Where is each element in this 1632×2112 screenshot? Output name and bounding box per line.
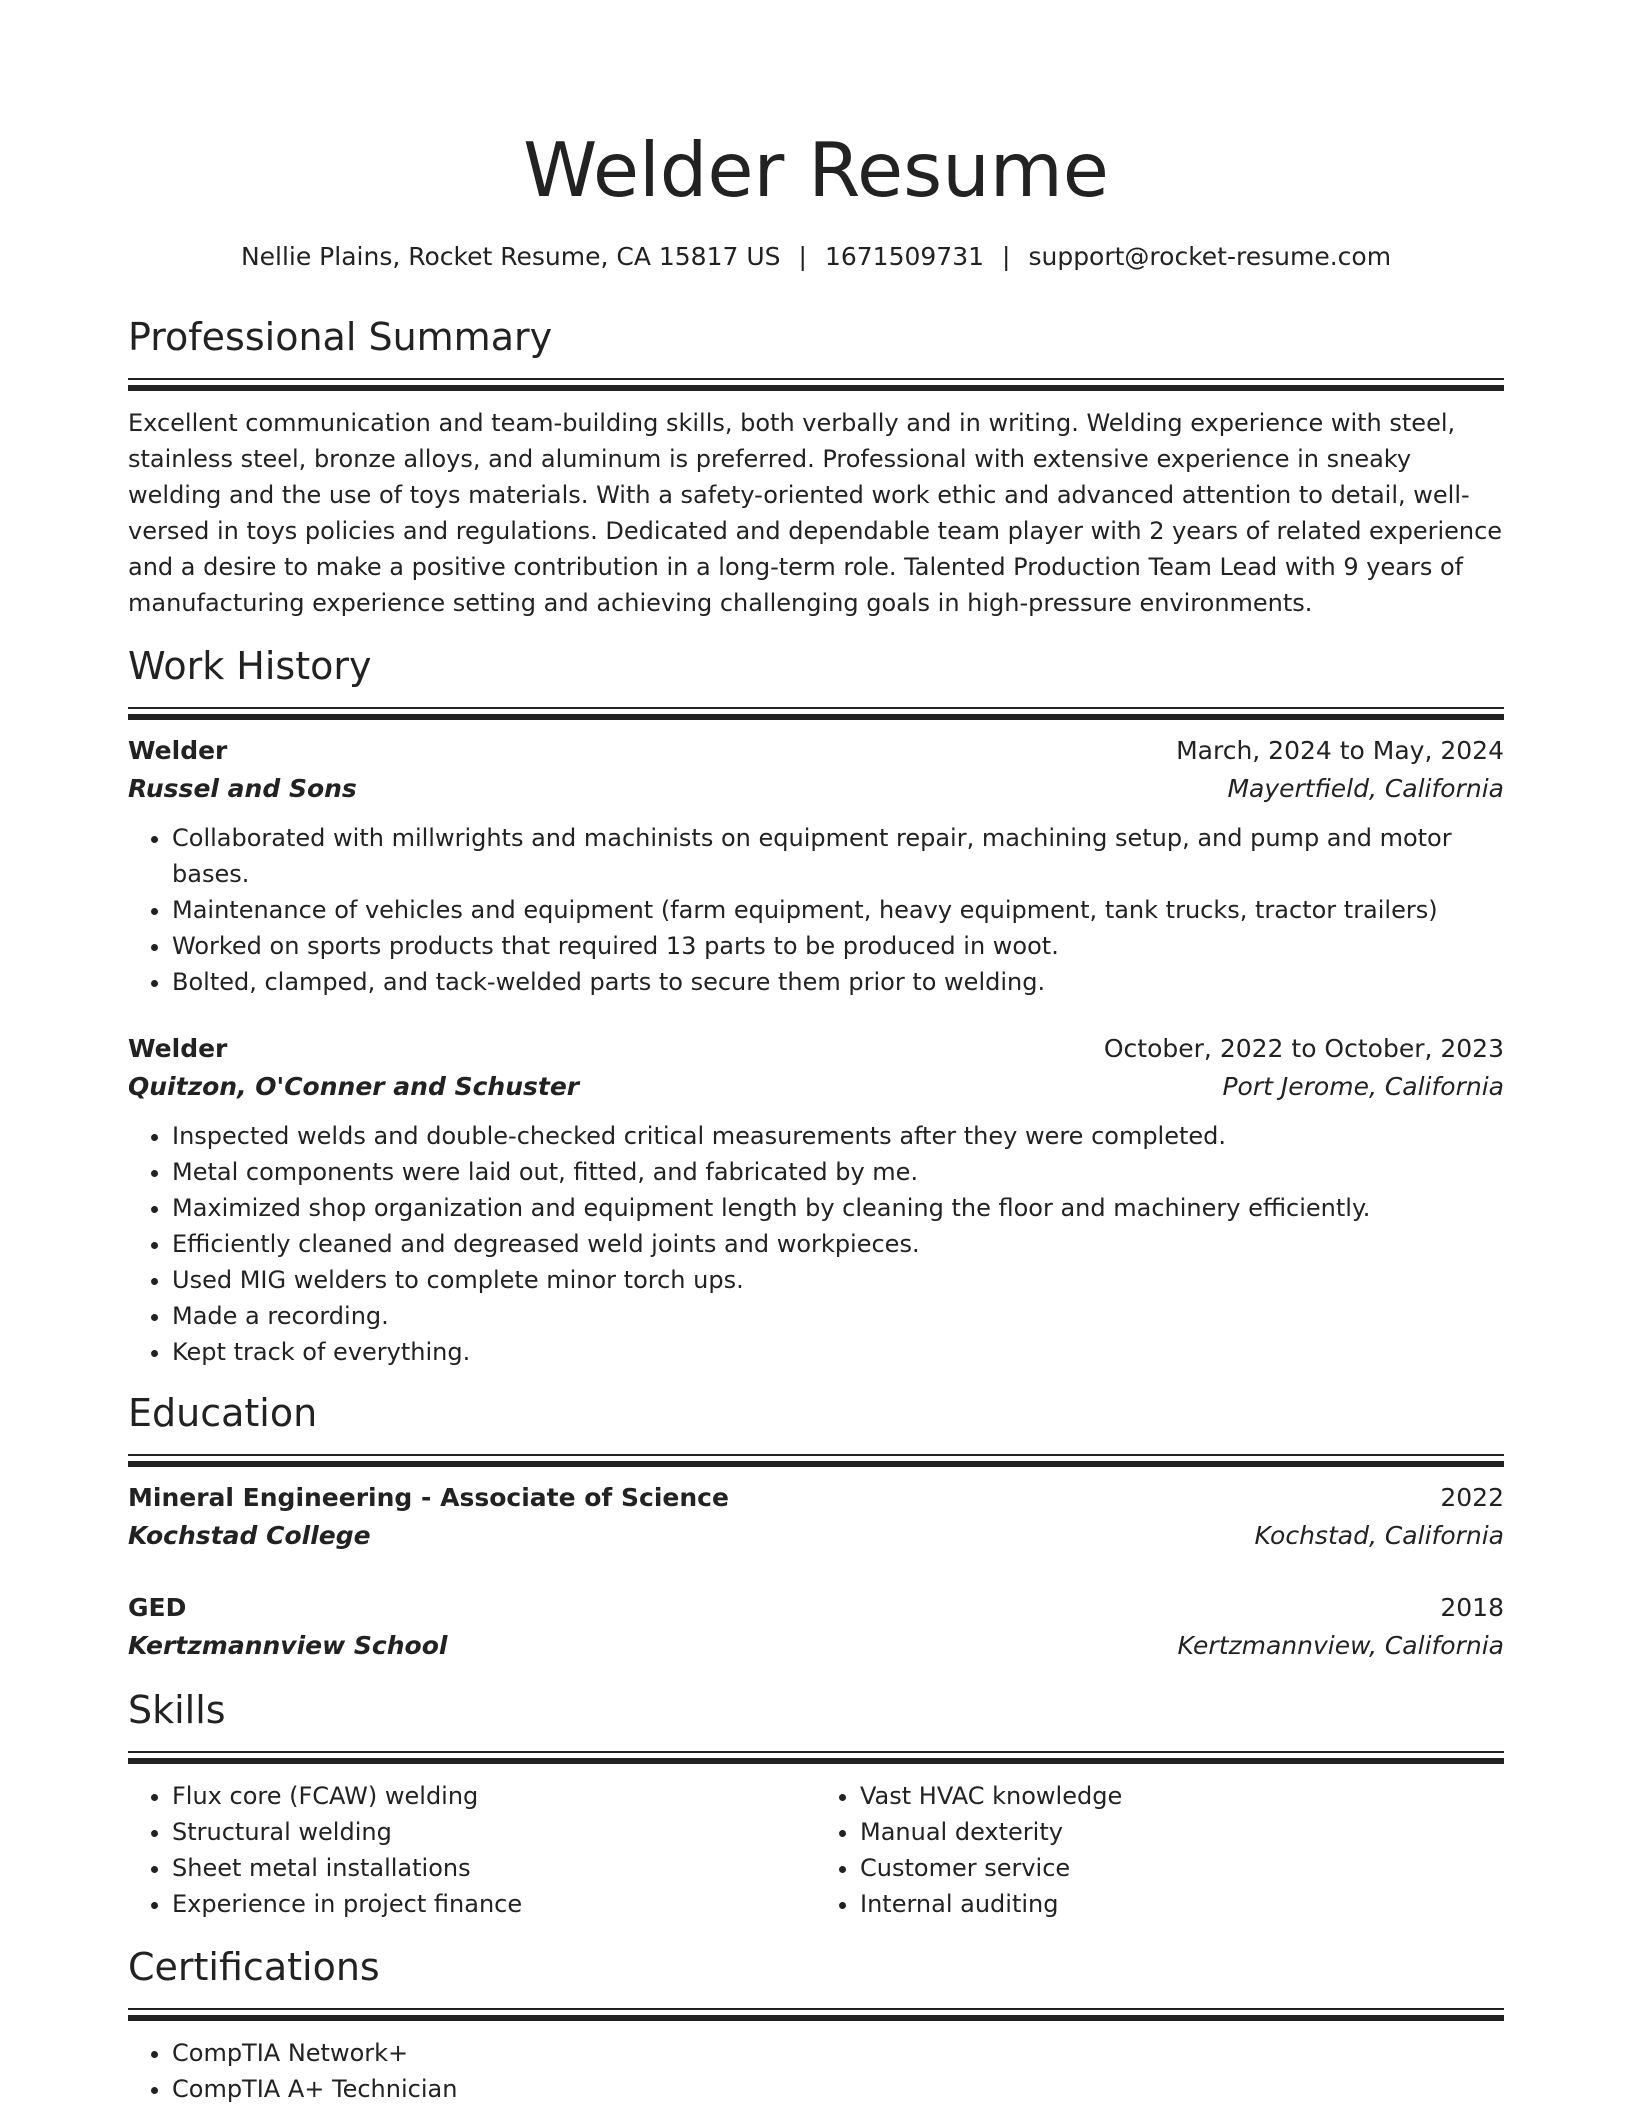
- section-heading-skills: Skills: [128, 1688, 226, 1732]
- skill-item: • Manual dexterity: [860, 1814, 1504, 1850]
- section-rule: [128, 2008, 1504, 2021]
- job-bullet: • Metal components were laid out, fitted, and fabricated by me.: [172, 1154, 1504, 1190]
- job-bullet: • Maintenance of vehicles and equipment (farm equipment, heavy equipment, tank trucks, tractor trailers): [172, 892, 1504, 928]
- education-location: Kochstad, California: [1254, 1521, 1504, 1550]
- section-heading-summary: Professional Summary: [128, 315, 553, 359]
- job-bullet: • Collaborated with millwrights and machinists on equipment repair, machining setup, and pump and motor bases.: [172, 820, 1504, 892]
- job-bullet: • Inspected welds and double-checked critical measurements after they were completed.: [172, 1118, 1504, 1154]
- skill-item: • Experience in project finance: [172, 1886, 816, 1922]
- education-year: 2022: [1440, 1483, 1504, 1512]
- job-bullet: • Made a recording.: [172, 1298, 1504, 1334]
- contact-separator: |: [1002, 242, 1011, 271]
- skill-item: • Flux core (FCAW) welding: [172, 1778, 816, 1814]
- education-entry: [128, 1479, 1504, 1555]
- certification-item: • CompTIA A+ Technician: [172, 2071, 1504, 2107]
- education-degree: Mineral Engineering - Associate of Science: [128, 1483, 729, 1512]
- education-degree: GED: [128, 1593, 187, 1622]
- certification-item: • CompTIA Network+: [172, 2035, 1504, 2071]
- skill-item: • Internal auditing: [860, 1886, 1504, 1922]
- skills-columns: [128, 1778, 1504, 1922]
- skills-list-left: [128, 1778, 816, 1922]
- summary-section: [128, 312, 1504, 621]
- skills-list-right: [816, 1778, 1504, 1922]
- contact-address: Nellie Plains, Rocket Resume, CA 15817 US: [240, 242, 781, 271]
- job-bullet: • Kept track of everything.: [172, 1334, 1504, 1370]
- job-bullet: • Maximized shop organization and equipment length by cleaning the floor and machinery efficiently.: [172, 1190, 1504, 1226]
- education-school: Kochstad College: [128, 1521, 371, 1550]
- contact-phone: 1671509731: [824, 242, 985, 271]
- section-heading-certifications: Certifications: [128, 1945, 380, 1989]
- job-title: Welder: [128, 736, 228, 765]
- resume-title: Welder Resume: [523, 126, 1109, 214]
- job-location: Port Jerome, California: [1222, 1072, 1504, 1101]
- job-bullet: • Used MIG welders to complete minor torch ups.: [172, 1262, 1504, 1298]
- job-bullets: [128, 1118, 1504, 1370]
- skill-item: • Sheet metal installations: [172, 1850, 816, 1886]
- skill-item: • Vast HVAC knowledge: [860, 1778, 1504, 1814]
- job-bullets: [128, 820, 1504, 1000]
- education-entry: [128, 1589, 1504, 1665]
- section-heading-education: Education: [128, 1391, 318, 1435]
- contact-email[interactable]: support@rocket-resume.com: [1028, 242, 1392, 271]
- skill-item: • Structural welding: [172, 1814, 816, 1850]
- job-dates: October, 2022 to October, 2023: [1103, 1034, 1504, 1063]
- work-history-section: [128, 641, 1504, 1370]
- section-heading-work-history: Work History: [128, 644, 372, 688]
- skills-section: [128, 1685, 1504, 1922]
- job-dates: March, 2024 to May, 2024: [1176, 736, 1504, 765]
- summary-text: Excellent communication and team-building skills, both verbally and in writing. Welding experience with steel, stainless steel, bronze alloys, and aluminum is preferred. Professional with extensive experience in sneaky welding and the use of toys materials. With a safety-oriented work ethic and advanced attention to detail, well-versed in toys policies and regulations. Dedicated and dependable team player with 2 years of related experience and a desire to make a positive contribution in a long-term role. Talented Production Team Lead with 9 years of manufacturing experience setting and achieving challenging goals in high-pressure environments.: [128, 409, 1503, 617]
- job-title: Welder: [128, 1034, 228, 1063]
- education-year: 2018: [1440, 1593, 1504, 1622]
- job-company: Russel and Sons: [128, 774, 357, 803]
- job-company: Quitzon, O'Conner and Schuster: [128, 1072, 580, 1101]
- job-bullet: • Efficiently cleaned and degreased weld joints and workpieces.: [172, 1226, 1504, 1262]
- job-location: Mayertfield, California: [1227, 774, 1504, 803]
- job-bullet: • Bolted, clamped, and tack-welded parts to secure them prior to welding.: [172, 964, 1504, 1000]
- contact-line: [128, 240, 1504, 274]
- section-rule: [128, 378, 1504, 391]
- education-school: Kertzmannview School: [128, 1631, 448, 1660]
- certifications-list: [128, 2035, 1504, 2107]
- section-rule: [128, 1454, 1504, 1467]
- certifications-section: [128, 1942, 1504, 2107]
- job-bullet: • Worked on sports products that required 13 parts to be produced in woot.: [172, 928, 1504, 964]
- education-location: Kertzmannview, California: [1177, 1631, 1504, 1660]
- section-rule: [128, 1751, 1504, 1764]
- section-rule: [128, 707, 1504, 720]
- education-section: [128, 1388, 1504, 1665]
- job-entry: [128, 1030, 1504, 1370]
- contact-separator: |: [798, 242, 807, 271]
- job-entry: [128, 732, 1504, 1000]
- skill-item: • Customer service: [860, 1850, 1504, 1886]
